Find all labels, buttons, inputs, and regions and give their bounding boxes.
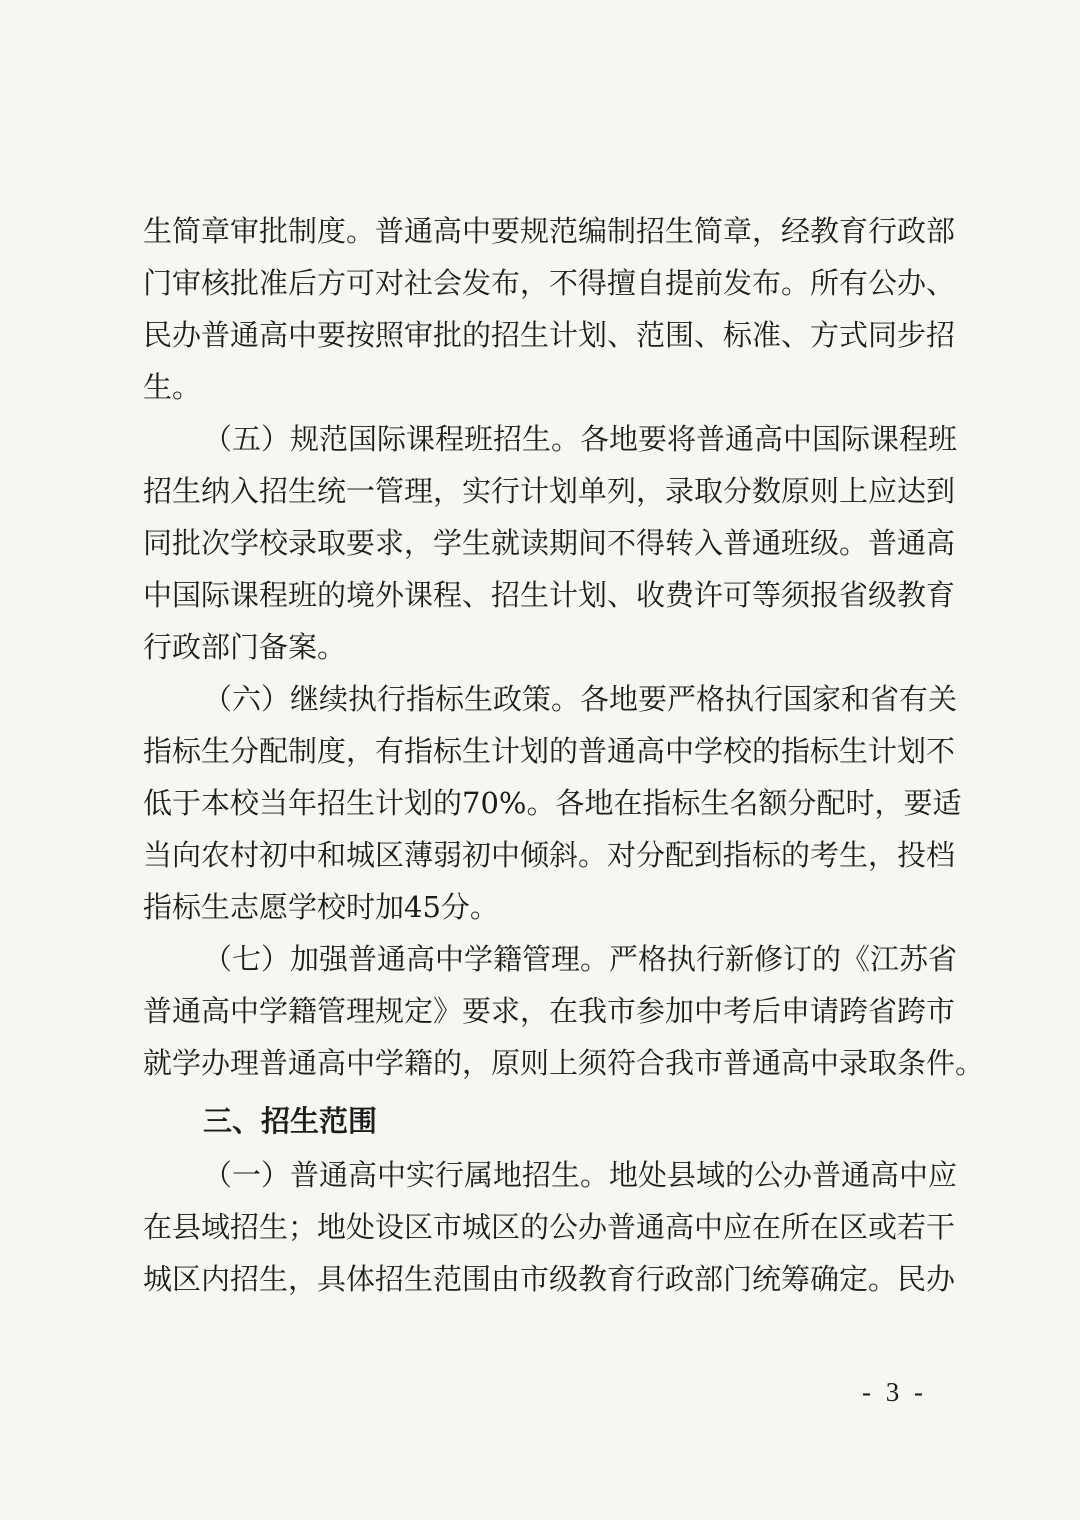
paragraph-heading-7: （七）加强普通高中学籍管理。严格执行新修订的《江苏省 bbox=[203, 942, 958, 976]
body-line: 在县域招生；地处设区市城区的公办普通高中应在所在区或若干 bbox=[143, 1210, 956, 1244]
body-line: 城区内招生，具体招生范围由市级教育行政部门统筹确定。民办 bbox=[143, 1262, 956, 1296]
body-line: 生。 bbox=[143, 370, 202, 404]
body-line: 门审核批准后方可对社会发布，不得擅自提前发布。所有公办、 bbox=[143, 266, 956, 300]
body-line: 中国际课程班的境外课程、招生计划、收费许可等须报省级教育 bbox=[143, 578, 956, 612]
body-line: 民办普通高中要按照审批的招生计划、范围、标准、方式同步招 bbox=[143, 318, 956, 352]
body-line: 同批次学校录取要求，学生就读期间不得转入普通班级。普通高 bbox=[143, 526, 956, 560]
body-line: 生简章审批制度。普通高中要规范编制招生简章，经教育行政部 bbox=[143, 214, 956, 248]
body-line: 指标生志愿学校时加45分。 bbox=[143, 890, 499, 924]
body-line: 普通高中学籍管理规定》要求，在我市参加中考后申请跨省跨市 bbox=[143, 994, 956, 1028]
body-line: 招生纳入招生统一管理，实行计划单列，录取分数原则上应达到 bbox=[143, 474, 956, 508]
paragraph-heading-6: （六）继续执行指标生政策。各地要严格执行国家和省有关 bbox=[203, 682, 958, 716]
paragraph-heading-5: （五）规范国际课程班招生。各地要将普通高中国际课程班 bbox=[203, 422, 958, 456]
paragraph-heading-1: （一）普通高中实行属地招生。地处县域的公办普通高中应 bbox=[203, 1158, 958, 1192]
section-heading: 三、招生范围 bbox=[203, 1104, 378, 1138]
body-line: 低于本校当年招生计划的70%。各地在指标生名额分配时，要适 bbox=[143, 786, 962, 820]
body-line: 指标生分配制度，有指标生计划的普通高中学校的指标生计划不 bbox=[143, 734, 956, 768]
body-line: 就学办理普通高中学籍的，原则上须符合我市普通高中录取条件。 bbox=[143, 1046, 985, 1080]
body-line: 当向农村初中和城区薄弱初中倾斜。对分配到指标的考生，投档 bbox=[143, 838, 956, 872]
page-number: - 3 - bbox=[862, 1377, 927, 1407]
body-line: 行政部门备案。 bbox=[143, 630, 347, 664]
